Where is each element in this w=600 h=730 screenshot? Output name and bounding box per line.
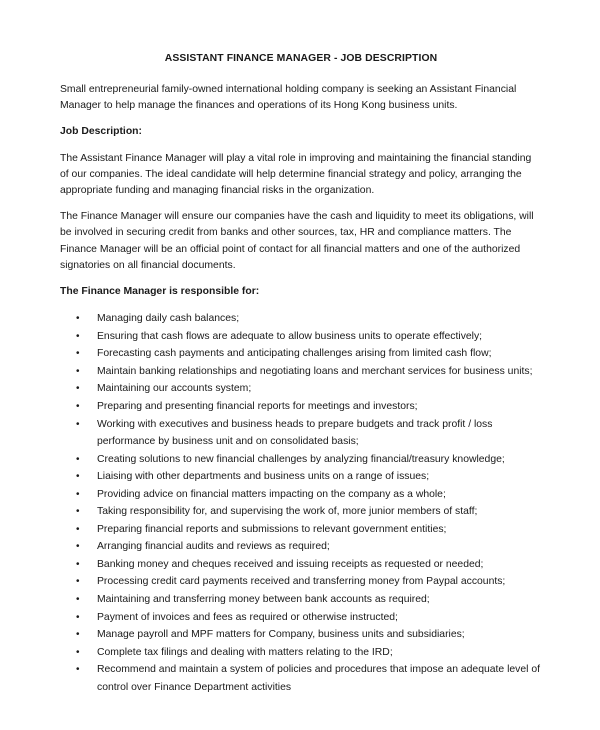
list-item — [60, 644, 542, 662]
bullet-icon: • — [76, 330, 80, 342]
bullet-icon: • — [76, 506, 80, 518]
list-item-text: Maintaining our accounts system; — [97, 383, 252, 395]
list-item — [60, 416, 542, 451]
bullet-icon: • — [76, 383, 80, 395]
list-item-text: Working with executives and business heads to prepare budgets and track profit / loss performance by business unit and on consolidated basis; — [97, 418, 493, 448]
list-item-text: Manage payroll and MPF matters for Company, business units and subsidiaries; — [97, 629, 465, 641]
list-item-text: Arranging financial audits and reviews as required; — [97, 541, 330, 553]
list-item — [60, 328, 542, 346]
list-item — [60, 503, 542, 521]
list-item — [60, 591, 542, 609]
list-item-text: Managing daily cash balances; — [97, 313, 240, 325]
list-item-text: Creating solutions to new financial challenges by analyzing financial/treasury knowledge; — [97, 453, 505, 465]
list-item — [60, 609, 542, 627]
list-item — [60, 538, 542, 556]
bullet-icon: • — [76, 471, 80, 483]
bullet-icon: • — [76, 313, 80, 325]
bullet-icon: • — [76, 593, 80, 605]
document-title: ASSISTANT FINANCE MANAGER - JOB DESCRIPTION — [164, 53, 438, 64]
list-item-text: Payment of invoices and fees as required or otherwise instructed; — [97, 611, 398, 623]
bullet-icon: • — [76, 611, 80, 623]
bullet-icon: • — [76, 400, 80, 412]
bullet-icon: • — [76, 453, 80, 465]
list-item — [60, 380, 542, 398]
bullet-icon: • — [76, 488, 80, 500]
list-item — [60, 363, 542, 381]
list-item — [60, 556, 542, 574]
list-item-text: Forecasting cash payments and anticipating challenges arising from limited cash flow; — [97, 348, 492, 360]
bullet-icon: • — [76, 541, 80, 553]
list-item-text: Preparing financial reports and submissions to relevant government entities; — [97, 523, 447, 535]
list-item-text: Banking money and cheques received and issuing receipts as requested or needed; — [97, 558, 484, 570]
job-description-paragraph-2: The Finance Manager will ensure our companies have the cash and liquidity to meet its obligations, will be involved in securing credit from banks and other sources, tax, HR and compliance matters. The Finance Manager will be an official point of contact for all financial matters and one of the authorized signatories on all financial documents. — [60, 211, 534, 271]
list-item-text: Providing advice on financial matters impacting on the company as a whole; — [97, 488, 446, 500]
job-description-paragraph-1: The Assistant Finance Manager will play a vital role in improving and maintaining the financial standing of our companies. The ideal candidate will help determine financial strategy and policy, arranging the appropriate funding and managing financial risks in the organization. — [60, 152, 532, 197]
list-item-text: Ensuring that cash flows are adequate to allow business units to operate effectively; — [97, 330, 483, 342]
list-item-text: Taking responsibility for, and supervising the work of, more junior members of staff; — [97, 506, 478, 518]
list-item-text: Maintain banking relationships and negotiating loans and merchant services for business units; — [97, 365, 533, 377]
list-item — [60, 521, 542, 539]
list-item — [60, 451, 542, 469]
list-item — [60, 398, 542, 416]
bullet-icon: • — [76, 646, 80, 658]
list-item — [60, 661, 542, 696]
list-item-text: Processing credit card payments received and transferring money from Paypal accounts; — [97, 576, 506, 588]
list-item-text: Complete tax filings and dealing with matters relating to the IRD; — [97, 646, 393, 658]
responsibilities-list — [60, 310, 542, 696]
bullet-icon: • — [76, 348, 80, 360]
bullet-icon: • — [76, 558, 80, 570]
list-item — [60, 486, 542, 504]
list-item — [60, 573, 542, 591]
job-description-heading: Job Description: — [60, 126, 142, 138]
bullet-icon: • — [76, 629, 80, 641]
bullet-icon: • — [76, 523, 80, 535]
bullet-icon: • — [76, 576, 80, 588]
list-item — [60, 626, 542, 644]
list-item — [60, 468, 542, 486]
list-item-text: Liaising with other departments and business units on a range of issues; — [97, 471, 430, 483]
list-item-text: Maintaining and transferring money between bank accounts as required; — [97, 593, 430, 605]
list-item — [60, 345, 542, 363]
intro-paragraph: Small entrepreneurial family-owned international holding company is seeking an Assistant Financial Manager to help manage the finances and operations of its Hong Kong business units. — [60, 84, 517, 112]
bullet-icon: • — [76, 365, 80, 377]
list-item — [60, 310, 542, 328]
bullet-icon: • — [76, 664, 80, 676]
list-item-text: Recommend and maintain a system of policies and procedures that impose an adequate level of control over Finance Department activities — [97, 664, 541, 693]
responsibilities-heading: The Finance Manager is responsible for: — [60, 286, 260, 298]
bullet-icon: • — [76, 418, 80, 430]
list-item-text: Preparing and presenting financial reports for meetings and investors; — [97, 400, 418, 412]
